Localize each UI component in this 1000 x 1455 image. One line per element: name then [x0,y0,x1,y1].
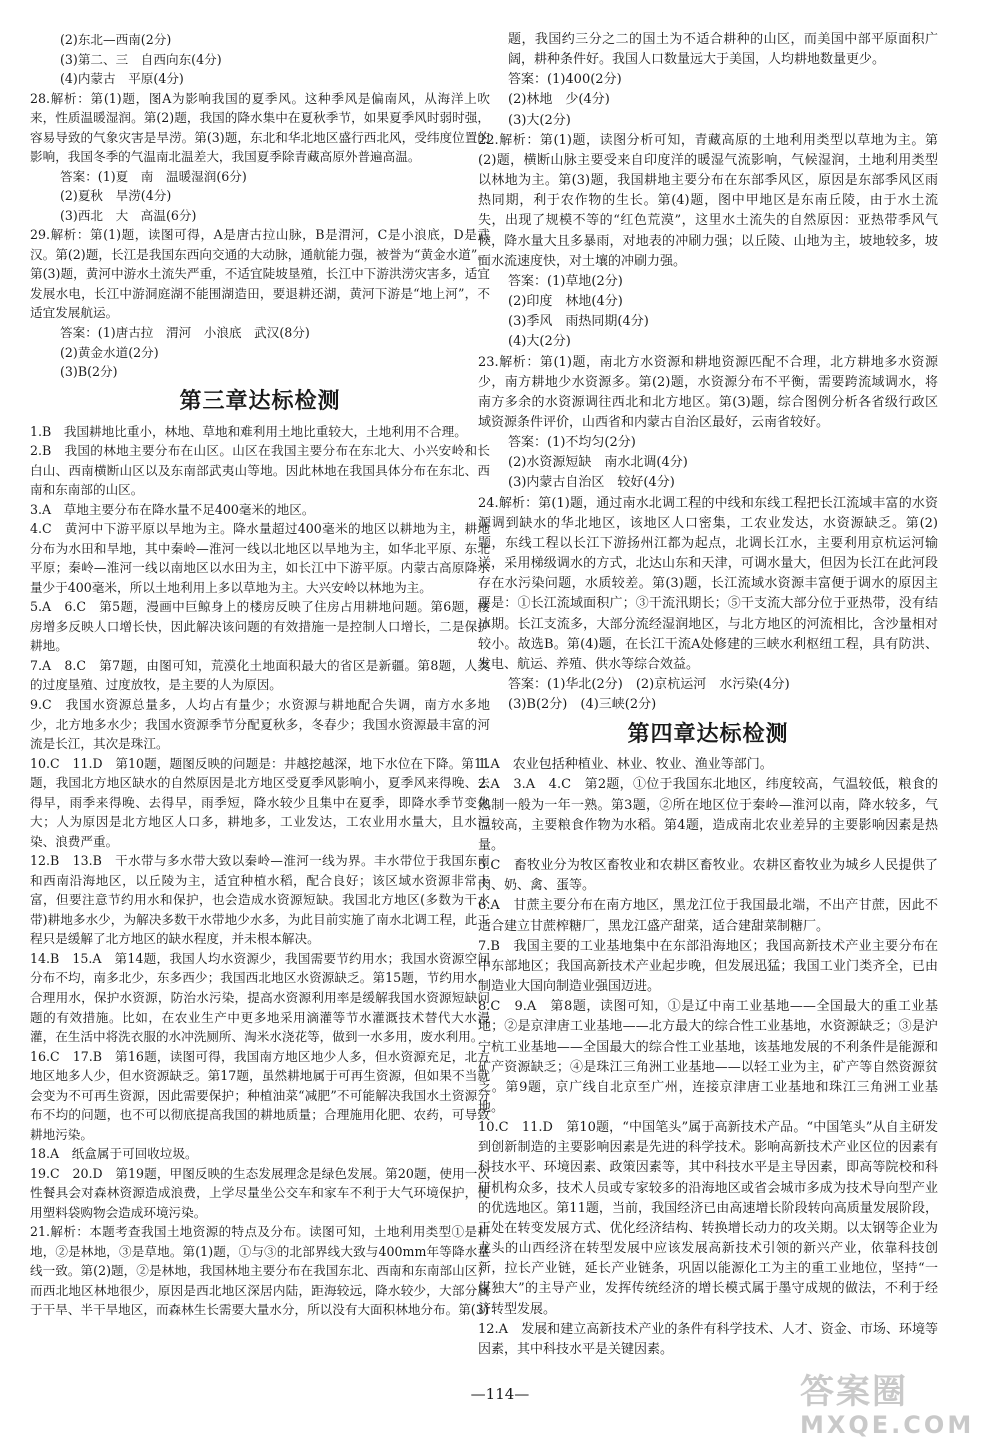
question-item: 23.解析：第(1)题，南北方水资源和耕地资源匹配不合理，北方耕地多水资源少，南方耕地少水资源多。第(2)题，水资源分布不平衡，需要跨流域调水，将南方多余的水资源调往西北和北方地区。第(3)题，综合图例分析各省级行政区域资源条件评价，山西省和内蒙古自治区最好，云南省较好。 [478,354,938,430]
question-item: 21.解析：本题考查我国土地资源的特点及分布。读图可知，土地利用类型①是耕地，②是林地，③是草地。第(1)题，①与③的北部界线大致与400mm年等降水量线一致。第(2)题，②是林地，我国林地主要分布在我国东北、西南和东南部山区；而西北地区林地很少，原因是西北地区深居内陆，距海较远，降水较少，大部分属于干旱、半干旱地区，而森林生长需要大量水分，所以没有大面积林地分布。第(3) [30,1224,490,1318]
answer-subline: (4)大(2分) [508,334,571,350]
answer-subline: (3)季风 雨热同期(4分) [508,314,649,330]
section-title: 第四章达标检测 [627,722,789,748]
answer-subline: (4)内蒙古 平原(4分) [60,71,184,87]
answer-subline: (2)黄金水道(2分) [60,344,159,360]
answer-subline: (2)印度 林地(4分) [508,294,623,310]
question-item: 3.A 草地主要分布在降水量不足400毫米的地区。 [30,501,315,517]
answer-line: 答案：(1)400(2分) [508,72,622,88]
question-item: 4.C 黄河中下游平原以旱地为主。降水量超过400毫米的地区以耕地为主，耕地分布为水田和旱地，其中秦岭—淮河一线以北地区以旱地为主，如华北平原、东北平原；秦岭—淮河一线以南地区以水田为主，如长江中下游平原。内蒙古高原降水量少于400毫米，所以土地利用上多以草地为主。大兴安岭以林地为主。 [30,521,490,595]
answer-subline: 题，我国约三分之二的国土为不适合耕种的山区，而美国中部平原面积广阔，耕种条件好。我国人口数量远大于美国，人均耕地数量更少。 [508,32,938,68]
question-item: 12.A 发展和建立高新技术产业的条件有科学技术、人才、资金、市场、环境等因素，其中科技水平是关键因素。 [478,1321,938,1357]
right-column [478,30,938,1360]
answer-line: 答案：(1)不均匀(2分) [508,435,636,451]
question-item: 14.B 15.A 第14题，我国人均水资源少，我国需要节约用水；我国水资源空间分布不均，南多北少，东多西少；我国西北地区水资源缺乏。第15题，节约用水，合理用水，保护水资源，防治水污染，提高水资源利用率是缓解我国水资源短缺问题的有效措施。比如，在农业生产中更多地采用滴灌等节水灌溉技术替代大水漫灌，在生活中将洗衣服的水冲洗厕所、淘米水浇花等，做到一水多用，废水利用。 [30,950,490,1045]
question-item: 24.解析：第(1)题，通过南水北调工程的中线和东线工程把长江流域丰富的水资源调到缺水的华北地区，该地区人口密集，工农业发达，水资源缺乏。第(2)题，东线工程以长江下游扬州江都为起点，北调长江水，主要利用京杭运河输送，采用梯级调水的方式，北达山东和天津，可调水量大，但因为长江在此河段存在水污染问题，水质较差。第(3)题，长江流域水资源丰富便于调水的原因主要是：①长江流域面积广；③干流汛期长；⑤干支流大部分位于亚热带，没有结冰期。长江支流多，大部分流经湿润地区，与北方地区的河流相比，含沙量相对较小。故选B。第(4)题，在长江干流A处修建的三峡水利枢纽工程，具有防洪、发电、航运、养殖、供水等综合效益。 [478,495,938,672]
answer-subline: (2)东北—西南(2分) [60,32,172,47]
answer-subline: (3)B(2分) (4)三峡(2分) [508,697,657,713]
left-column [30,30,490,1320]
question-item: 28.解析：第(1)题，图A为影响我国的夏季风。这种季风是偏南风，从海洋上吹来，性质温暖湿润。第(2)题，我国的降水集中在夏秋季节，如果夏季风时弱时强，容易导致的气象灾害是旱涝。第(3)题，东北和华北地区盛行西北风，受纬度位置的影响，我国冬季的气温南北温差大，我国夏季除青藏高原外普遍高温。 [30,90,490,165]
question-item: 1.B 我国耕地比重小，林地、草地和难利用土地比重较大，土地利用不合理。 [30,423,467,439]
answer-subline: (3)B(2分) [60,364,118,380]
answer-subline: (2)夏秋 旱涝(4分) [60,188,172,204]
question-item: 7.A 8.C 第7题，由图可知，荒漠化土地面积最大的省区是新疆。第8题，人类的过度垦殖、过度放牧，是主要的人为原因。 [30,657,490,693]
answer-subline: (3)第二、三 自西向东(4分) [60,51,222,67]
question-item: 29.解析：第(1)题，读图可得，A是唐古拉山脉，B是渭河，C是小浪底，D是武汉。第(2)题，长江是我国东西向交通的大动脉，通航能力强，被誉为“黄金水道”。第(3)题，黄河中游水土流失严重，不适宜陡坡垦殖，长江中下游洪涝灾害多，适宜发展水电，长江中游洞庭湖不能围湖造田，要退耕还湖，黄河下游是“地上河”，不适宜发展航运。 [30,227,490,321]
answer-subline: (3)内蒙古自治区 较好(4分) [508,475,675,491]
question-item: 9.C 我国水资源总量多，人均占有量少；水资源与耕地配合失调，南方水多地少，北方地多水少；我国水资源季节分配夏秋多，冬春少；我国水资源最丰富的河流是长江，其次是珠江。 [30,697,490,752]
answer-line: 答案：(1)唐古拉 渭河 小浪底 武汉(8分) [60,324,310,340]
watermark-text-bottom: MXQE.COM [800,1411,975,1439]
answer-subline: (2)林地 少(4分) [508,92,610,108]
answer-subline: (2)水资源短缺 南水北调(4分) [508,455,688,471]
question-item: 6.A 甘蔗主要分布在南方地区，黑龙江位于我国最北端，不出产甘蔗，因此不适合建立甘蔗榨糖厂，黑龙江盛产甜菜，适合建甜菜制糖厂。 [478,898,938,934]
question-item: 10.C 11.D 第10题，“中国笔头”属于高新技术产品。“中国笔头”从自主研发到创新制造的主要影响因素是先进的科学技术。影响高新技术产业区位的因素有科技水平、环境因素、政策因素等，其中科技水平是主导因素，即高等院校和科研机构众多，技术人员或专家较多的沿海地区或省会城市多成为技术导向型产业的优选地区。第11题，当前，我国经济已由高速增长阶段转向高质量发展阶段，正处在转变发展方式、优化经济结构、转换增长动力的攻关期。以太钢等企业为龙头的山西经济在转型发展中应该发展高新技术引领的新兴产业，依靠科技创新，拉长产业链，延长产业链条，巩固以能源化工为主的重工业地位，坚持“一煤独大”的主导产业，发挥传统经济的增长模式属于墨守成规的做法，不利于经济转型发展。 [478,1120,938,1317]
watermark-logo [800,1372,975,1442]
question-item: 10.C 11.D 第10题，题图反映的问题是：井越挖越深，地下水位在下降。第11题，我国北方地区缺水的自然原因是北方地区受夏季风影响小，夏季风来得晚、去得早，雨季来得晚、去得早，雨季短，降水较少且集中在夏季，即降水季节变化大；人为原因是北方地区人口多，耕地多，工业发达，工农业用水量大，且水污染、浪费严重。 [30,755,490,849]
question-item: 22.解析：第(1)题，读图分析可知，青藏高原的土地利用类型以草地为主。第(2)题，横断山脉主要受来自印度洋的暖湿气流影响，气候湿润，土地利用类型以林地为主。第(3)题，我国耕地主要分布在东部季风区，原因是东部季风区雨热同期，利于农作物的生长。第(4)题，图中甲地区是东南丘陵，由于水土流失，出现了规模不等的“红色荒漠”，这里水土流失的自然原因：亚热带季风气候，降水量大且多暴雨，对地表的冲刷力强；以丘陵、山地为主，坡地较多，坡面水流速度快，对土壤的冲刷力强。 [478,132,938,269]
question-item: 5.C 畜牧业分为牧区畜牧业和农耕区畜牧业。农耕区畜牧业为城乡人民提供了肉、奶、禽、蛋等。 [478,858,938,894]
question-item: 18.A 纸盒属于可回收垃圾。 [30,1146,198,1162]
question-item: 5.A 6.C 第5题，漫画中巨鲸身上的楼房反映了住房占用耕地问题。第6题，楼房增多反映人口增长快，因此解决该问题的有效措施一是控制人口增长，二是保护耕地。 [30,599,490,654]
section-title: 第三章达标检测 [179,388,341,414]
question-item: 19.C 20.D 第19题，甲图反映的生态发展理念是绿色发展。第20题，使用一次性餐具会对森林资源造成浪费，上学尽量坐公交车和家车不利于大气环境保护，使用塑料袋购物会造成环境污染。 [30,1165,490,1220]
answer-subline: (3)大(2分) [508,112,571,128]
watermark-text-top: 答案圈 [800,1372,908,1412]
question-item: 2.A 3.A 4.C 第2题，①位于我国东北地区，纬度较高，气温较低，粮食的熟制一般为一年一熟。第3题，②所在地区位于秦岭—淮河以南，降水较多，气温较高，主要粮食作物为水稻。第4题，造成南北农业差异的主要影响因素是热量。 [478,777,938,853]
question-item: 16.C 17.B 第16题，读图可得，我国南方地区地少人多，但水资源充足，北方地区地多人少，但水资源缺乏。第17题，虽然耕地属于可再生资源，但如果不当就会变为不可再生资源，因此需要保护；种植油菜“减肥”不可能解决我国水土资源分布不均的问题，也不可以彻底提高我国的耕地质量；合理施用化肥、农药，可导致耕地污染。 [30,1048,490,1142]
page-number: —114— [470,1385,530,1403]
answer-line: 答案：(1)草地(2分) [508,273,623,289]
question-item: 1.A 农业包括种植业、林业、牧业、渔业等部门。 [478,757,773,773]
question-item: 8.C 9.A 第8题，读图可知，①是辽中南工业基地——全国最大的重工业基地；②是京津唐工业基地——北方最大的综合性工业基地，水资源缺乏；③是沪宁杭工业基地——全国最大的综合性工业基地，该基地发展的不利条件是能源和矿产资源缺乏；④是珠江三角洲工业基地——以轻工业为主，矿产等自然资源贫乏。第9题，京广线自北京至广州，连接京津唐工业基地和珠江三角洲工业基地。 [478,999,938,1115]
answer-subline: (3)西北 大 高温(6分) [60,207,197,223]
question-item: 7.B 我国主要的工业基地集中在东部沿海地区；我国高新技术产业主要分布在中东部地区；我国高新技术产业起步晚，但发展迅猛；我国工业门类齐全，已由制造业大国向制造业强国迈进。 [478,938,938,995]
answer-line: 答案：(1)夏 南 温暖湿润(6分) [60,168,247,184]
answer-line: 答案：(1)华北(2分) (2)京杭运河 水污染(4分) [508,677,790,692]
question-item: 2.B 我国的林地主要分布在山区。山区在我国主要分布在东北大、小兴安岭和长白山、西南横断山区以及东南部武夷山等地。因此林地在我国具体分布在东北、西南和东南部的山区。 [30,443,490,498]
question-item: 12.B 13.B 干水带与多水带大致以秦岭—淮河一线为界。丰水带位于我国东南和西南沿海地区，以丘陵为主，适宜种植水稻，配合良好；该区域水资源非常丰富，但要注意节约用水和保护，也会造成水资源短缺。我国北方地区(多数为干水带)耕地多水少，为解决多数干水带地少水多，为此目前实施了南水北调工程，此工程只是缓解了北方地区的缺水程度，并未根本解决。 [30,853,490,947]
